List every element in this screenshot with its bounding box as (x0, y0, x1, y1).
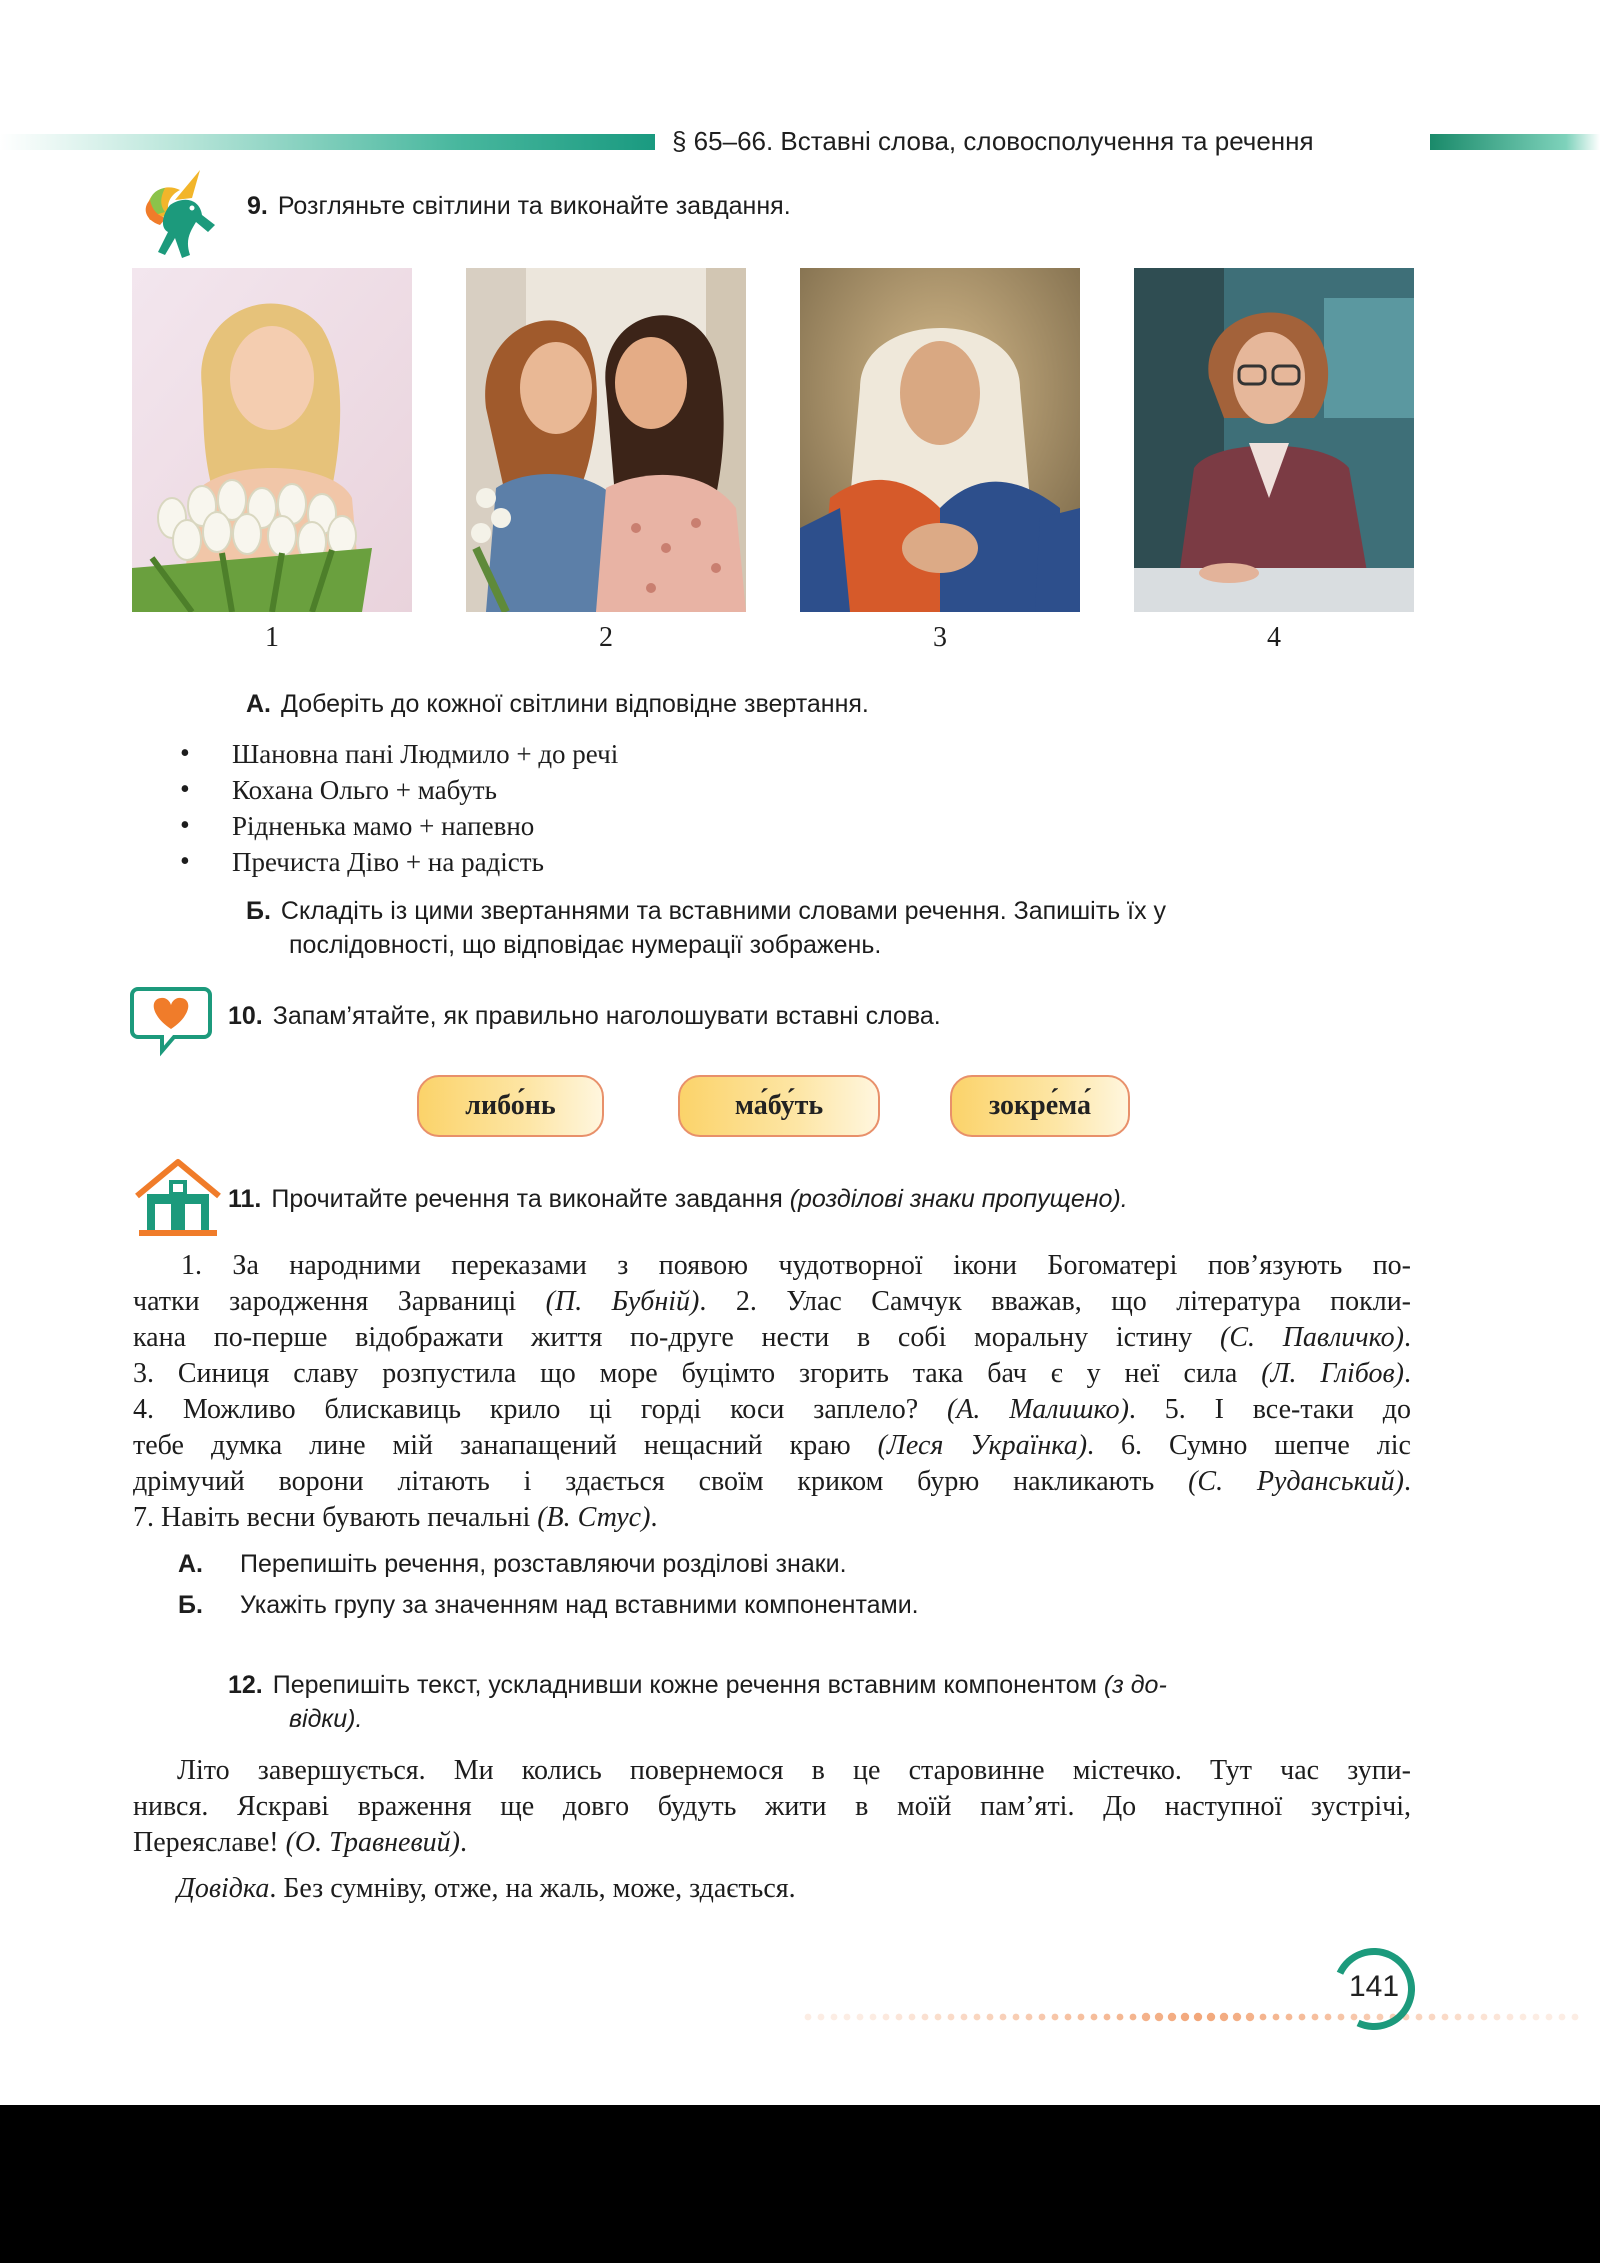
task11-line-4 (133, 1356, 1411, 1392)
footer-dot (1273, 2014, 1280, 2021)
photo-1-caption: 1 (265, 622, 279, 653)
footer-dot (831, 2014, 838, 2021)
task12-text: Перепишіть текст, ускладнивши кожне речення вставним компонентом (272, 1671, 1097, 1699)
task9-heading (247, 192, 791, 221)
footer-dot (974, 2014, 981, 2021)
footer-dot (1481, 2014, 1488, 2021)
task11-line-6 (133, 1428, 1411, 1464)
hint-text: . Без сумніву, отже, на жаль, може, здається. (269, 1873, 796, 1904)
footer-dot (935, 2014, 942, 2021)
footer-dot (896, 2014, 903, 2021)
task11-sentences (133, 1248, 1411, 1536)
stress-word-libon: либо́нь (417, 1075, 604, 1137)
stress-word-mabut: ма́бу́ть (678, 1075, 880, 1137)
footer-dot (818, 2014, 825, 2021)
footer-dot (1078, 2014, 1085, 2021)
line-text: тебе думка лине мій занапащений нещасний краю (133, 1430, 878, 1461)
house-icon (131, 1158, 225, 1238)
line-text: чатки зародження Зарваниці (133, 1286, 546, 1317)
task12-line-1: Літо завершується. Ми колись повернемося в це старовинне містечко. Тут час зупи- (177, 1755, 1411, 1786)
list-item: • Шановна пані Людмило + до речі (175, 736, 618, 772)
task10-text: Запам’ятайте, як правильно наголошувати вставні слова. (272, 1002, 941, 1030)
task11-part-a-text: Перепишіть речення, розставляючи розділові знаки. (240, 1550, 847, 1578)
footer-dot (1468, 2014, 1475, 2021)
task11-line-5 (133, 1392, 1411, 1428)
line-text: . 2. Улас Самчук вважав, що література покли- (699, 1286, 1411, 1317)
footer-dot (1091, 2014, 1098, 2021)
footer-dot (1220, 2013, 1228, 2021)
footer-dot (1312, 2014, 1319, 2021)
page-number: 141 (1348, 1970, 1400, 2003)
section-title: § 65–66. Вставні слова, словосполучення та речення (672, 126, 1314, 156)
footer-dot (1207, 2013, 1215, 2021)
task9-part-a-text: Доберіть до кожної світлини відповідне звертання. (281, 690, 869, 718)
line-text: 7. Навіть весни бувають печальні (133, 1502, 538, 1533)
footer-dot (805, 2014, 812, 2021)
footer-dot (1559, 2014, 1566, 2021)
footer-dot (1533, 2014, 1540, 2021)
line-text: . 5. І все-таки до (1128, 1394, 1411, 1425)
footer-dot (1572, 2014, 1579, 2021)
footer-dot (1155, 2013, 1163, 2021)
task11-part-b-letter: Б. (178, 1591, 203, 1619)
footer-dots (800, 2012, 1590, 2022)
photo-4 (1134, 268, 1414, 612)
task12-note2: відки). (289, 1705, 363, 1733)
footer-dot (857, 2014, 864, 2021)
task11-line-1 (133, 1248, 1411, 1284)
footer-dot (844, 2014, 851, 2021)
footer-dot (1181, 2013, 1189, 2021)
footer-dot (1299, 2014, 1306, 2021)
footer-dot (1194, 2013, 1202, 2021)
footer-dot (1065, 2014, 1072, 2021)
footer-dot (1429, 2014, 1436, 2021)
footer-dot (1104, 2014, 1111, 2021)
footer-dot (922, 2014, 929, 2021)
footer-dot (1052, 2014, 1059, 2021)
task12-hint (133, 1871, 1411, 1907)
heart-message-icon (130, 985, 212, 1057)
footer-dot (1442, 2014, 1449, 2021)
task11-part-b-text: Укажіть групу за значенням над вставними компонентами. (240, 1591, 919, 1619)
task11-note: (розділові знаки пропущено). (789, 1185, 1128, 1213)
task11-number: 11. (228, 1185, 262, 1213)
footer-dot (1286, 2014, 1293, 2021)
task9-part-a (246, 690, 869, 719)
task9-part-b-line1: Складіть із цими звертаннями та вставними словами речення. Запишіть їх у (280, 897, 1167, 925)
line-text: 3. Синиця славу розпустила що море буцімто згорить така бач є у неї сила (133, 1358, 1262, 1389)
footer-dot (883, 2014, 890, 2021)
task12-number: 12. (228, 1671, 263, 1699)
author: (П. Бубній) (545, 1286, 700, 1317)
photo-3 (800, 268, 1080, 612)
line-text: дрімучий ворони літають і здається своїм криком бурю накликають (133, 1466, 1189, 1497)
footer-dot (961, 2014, 968, 2021)
task9-text: Розгляньте світлини та виконайте завдання. (277, 192, 791, 220)
author: (А. Малишко) (947, 1394, 1129, 1425)
line-text: . (1404, 1358, 1411, 1389)
bottom-black-band (0, 2105, 1600, 2263)
footer-dot (909, 2014, 916, 2021)
task9-number: 9. (247, 192, 268, 220)
task9-part-b (246, 897, 1166, 926)
task9-part-b-letter: Б. (246, 897, 271, 925)
hint-label: Довідка (177, 1873, 270, 1904)
task11-line-3 (133, 1320, 1411, 1356)
author: (В. Стус) (537, 1502, 651, 1533)
line-text: . (459, 1827, 467, 1858)
header-bar-right (1430, 134, 1600, 150)
footer-dot (1026, 2014, 1033, 2021)
task12-text-block (133, 1753, 1411, 1907)
photo-3-caption: 3 (933, 622, 947, 653)
list-item: • Рідненька мамо + напевно (175, 808, 618, 844)
footer-dot (948, 2014, 955, 2021)
task11-line-2 (133, 1284, 1411, 1320)
task11-part-b (178, 1591, 919, 1620)
footer-dot (1168, 2013, 1176, 2021)
task12-note-cont (289, 1705, 362, 1734)
author: (С. Руданський) (1188, 1466, 1404, 1497)
footer-dot (987, 2014, 994, 2021)
footer-dot (1039, 2014, 1046, 2021)
footer-dot (1546, 2014, 1553, 2021)
list-item: • Кохана Ольго + мабуть (175, 772, 618, 808)
stress-word-zokrema: зокре́ма́ (950, 1075, 1130, 1137)
line-text: кана по-перше відображати життя по-друге нести в собі моральну істину (133, 1322, 1220, 1353)
task11-heading (228, 1185, 1128, 1214)
footer-dot (870, 2014, 877, 2021)
photo-4-caption: 4 (1267, 622, 1281, 653)
line-text: 1. За народними переказами з появою чудотворної ікони Богоматері пов’язують по- (181, 1250, 1411, 1281)
task11-part-a-letter: А. (178, 1550, 203, 1578)
footer-dot (1130, 2014, 1137, 2021)
footer-dot (1325, 2014, 1332, 2021)
line-text: . (1404, 1322, 1412, 1353)
footer-dot (1117, 2014, 1124, 2021)
footer-dot (1520, 2014, 1527, 2021)
task10-number: 10. (228, 1002, 263, 1030)
unicorn-icon (130, 160, 240, 270)
task11-part-a (178, 1550, 847, 1579)
line-text: . 6. Сумно шепче ліс (1087, 1430, 1411, 1461)
author: (Леся Українка) (877, 1430, 1088, 1461)
address-list (175, 736, 618, 880)
header-bar-left (0, 134, 655, 150)
line-text: . (650, 1502, 658, 1533)
footer-dot (1416, 2014, 1423, 2021)
photo-2-caption: 2 (599, 622, 613, 653)
line-text: . (1404, 1466, 1411, 1497)
footer-dot (1494, 2014, 1501, 2021)
task11-text: Прочитайте речення та виконайте завдання (271, 1185, 783, 1213)
task12-line-3 (133, 1825, 1411, 1861)
list-item: • Пречиста Діво + на радість (175, 844, 618, 880)
task9-part-a-letter: А. (246, 690, 271, 718)
footer-dot (1246, 2013, 1254, 2021)
footer-dot (1142, 2013, 1150, 2021)
photo-2 (466, 268, 746, 612)
line-text: Переяславе! (133, 1827, 286, 1858)
footer-dot (1000, 2014, 1007, 2021)
footer-dot (1455, 2014, 1462, 2021)
task11-line-7 (133, 1464, 1411, 1500)
task10-heading (228, 1002, 941, 1031)
footer-dot (1013, 2014, 1020, 2021)
task9-part-b-line2: послідовності, що відповідає нумерації зображень. (289, 931, 882, 959)
task12-note: (з до- (1103, 1671, 1167, 1699)
footer-dot (1507, 2014, 1514, 2021)
line-text: 4. Можливо блискавиць крило ці горді коси заплело? (133, 1394, 947, 1425)
author: (Л. Глібов) (1261, 1358, 1404, 1389)
footer-dot (1260, 2014, 1267, 2021)
author: (С. Павличко) (1220, 1322, 1405, 1353)
author: (О. Травневий) (285, 1827, 460, 1858)
photo-1 (132, 268, 412, 612)
footer-dot (1233, 2013, 1241, 2021)
task11-line-8 (133, 1500, 1411, 1536)
task12-line-2: нився. Яскраві враження ще довго будуть жити в моїй пам’яті. До наступної зустрічі, (133, 1791, 1411, 1822)
task12-heading (228, 1671, 1167, 1700)
